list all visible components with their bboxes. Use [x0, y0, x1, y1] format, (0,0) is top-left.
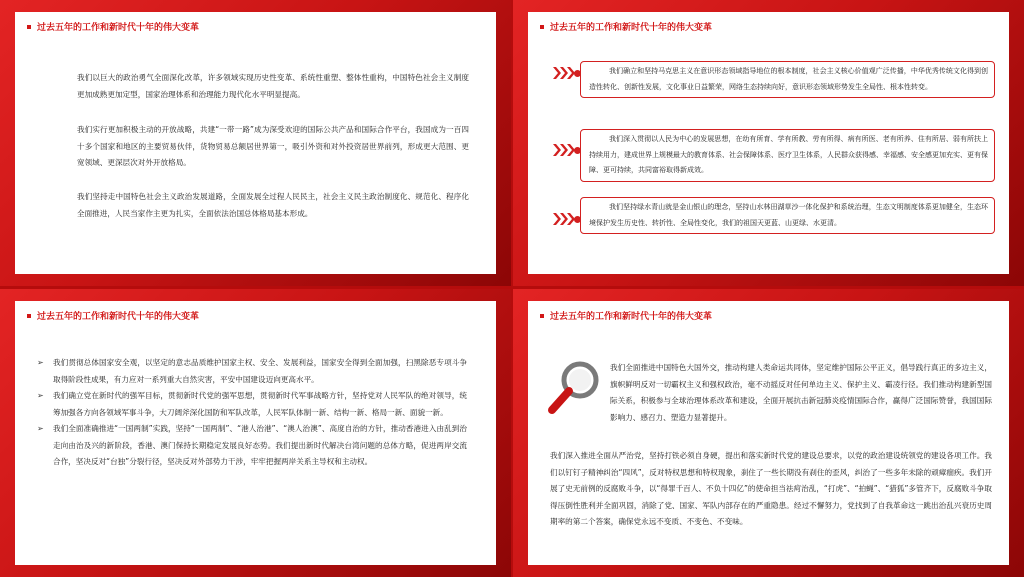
list-item: ➢ 我们贯彻总体国家安全观，以坚定的意志品质维护国家主权、安全、发展利益，国家安全得到全面加强，扫黑除恶专项斗争取得阶段性成果，有力应对一系列重大自然灾害，平安中国建设迈向更高水平。	[37, 355, 467, 388]
square-bullet-icon	[27, 25, 31, 29]
arrowhead-bullet-icon: ➢	[37, 391, 44, 400]
info-box: 我们确立和坚持马克思主义在意识形态领域指导地位的根本制度，社会主义核心价值观广泛传播，中华优秀传统文化得到创造性转化、创新性发展，文化事业日益繁荣，网络生态持续向好，意识形态领域形势发生全局性、根本性转变。	[580, 61, 995, 98]
info-box: 我们坚持绿水青山就是金山银山的理念，坚持山水林田湖草沙一体化保护和系统治理，生态文明制度体系更加健全，生态环境保护发生历史性、转折性、全局性变化，我们的祖国天更蓝、山更绿、水更清。	[580, 197, 995, 234]
slide-1-content	[15, 12, 496, 274]
slide-2-title	[540, 20, 712, 33]
square-bullet-icon	[540, 314, 544, 318]
triple-chevron-icon	[552, 66, 576, 80]
triple-chevron-icon	[552, 143, 576, 157]
list-item: ➢ 我们全面准确推进“一国两制”实践，坚持“一国两制”、“港人治港”、“澳人治澳”、高度自治的方针，推动香港进入由乱到治走向由治及兴的新阶段，香港、澳门保持长期稳定发展良好态势。我们提出新时代解决台湾问题的总体方略，促进两岸交流合作，坚决反对“台独”分裂行径，坚决反对外部势力干涉，牢牢把握两岸关系主导权和主动权。	[37, 421, 467, 471]
list-item: ➢ 我们确立党在新时代的强军目标，贯彻新时代党的强军思想，贯彻新时代军事战略方针，坚持党对人民军队的绝对领导，统筹加强各方向各领域军事斗争，大刀阔斧深化国防和军队改革，人民军队体制一新、结构一新、格局一新、面貌一新。	[37, 388, 467, 421]
square-bullet-icon	[540, 25, 544, 29]
slide-1-title-text: 过去五年的工作和新时代十年的伟大变革	[37, 23, 200, 33]
slide-4-body-paragraph: 我们深入推进全面从严治党，坚持打铁必须自身硬，提出和落实新时代党的建设总要求，以党的政治建设统领党的建设各项工作。我们以钉钉子精神纠治“四风”，反对特权思想和特权现象，刹住了一些长期没有刹住的歪风，纠治了一些多年未除的顽瘴痼疾。我们开展了史无前例的反腐败斗争，以“得罪千百人、不负十四亿”的使命担当祛疴治乱，“打虎”、“拍蝇”、“猎狐”多管齐下，反腐败斗争取得压倒性胜利并全面巩固，消除了党、国家、军队内部存在的严重隐患。经过不懈努力，党找到了自我革命这一跳出治乱兴衰历史周期率的第二个答案，确保党永远不变质、不变色、不变味。	[550, 451, 992, 526]
slide-1-paragraph: 我们实行更加积极主动的开放战略，共建“一带一路”成为深受欢迎的国际公共产品和国际合作平台，我国成为一百四十多个国家和地区的主要贸易伙伴，货物贸易总额居世界第一，吸引外资和对外投资居世界前列，形成更大范围、更宽领域、更深层次对外开放格局。	[77, 125, 469, 167]
slide-2	[513, 0, 1024, 286]
slide-4-content	[528, 301, 1009, 565]
slide-3	[0, 289, 511, 577]
bullet-list	[37, 355, 467, 471]
info-box: 我们深入贯彻以人民为中心的发展思想，在幼有所育、学有所教、劳有所得、病有所医、老有所养、住有所居、弱有所扶上持续用力，建成世界上规模最大的教育体系、社会保障体系、医疗卫生体系，人民群众获得感、幸福感、安全感更加充实、更有保障、更可持续，共同富裕取得新成效。	[580, 129, 995, 182]
slide-1	[0, 0, 511, 286]
arrowhead-bullet-icon: ➢	[37, 358, 44, 367]
slide-1-title	[27, 20, 199, 33]
slide-4-title-text: 过去五年的工作和新时代十年的伟大变革	[550, 312, 713, 322]
triple-chevron-icon	[552, 212, 576, 226]
slide-4-title	[540, 309, 712, 322]
slide-2-content	[528, 12, 1009, 274]
slide-4	[513, 289, 1024, 577]
slide-3-title-text: 过去五年的工作和新时代十年的伟大变革	[37, 312, 200, 322]
square-bullet-icon	[27, 314, 31, 318]
arrowhead-bullet-icon: ➢	[37, 424, 44, 433]
slide-2-title-text: 过去五年的工作和新时代十年的伟大变革	[550, 23, 713, 33]
slide-3-content	[15, 301, 496, 565]
magnifier-icon	[546, 358, 604, 420]
slide-4-lead-paragraph: 我们全面推进中国特色大国外交，推动构建人类命运共同体，坚定维护国际公平正义，倡导践行真正的多边主义，旗帜鲜明反对一切霸权主义和强权政治，毫不动摇反对任何单边主义、保护主义、霸凌行径。我们推动构建新型国际关系，积极参与全球治理体系改革和建设，全面开展抗击新冠肺炎疫情国际合作，赢得广泛国际赞誉，我国国际影响力、感召力、塑造力显著提升。	[610, 363, 992, 422]
slide-3-title	[27, 309, 199, 322]
slide-1-paragraph: 我们以巨大的政治勇气全面深化改革，许多领域实现历史性变革、系统性重塑、整体性重构，中国特色社会主义制度更加成熟更加定型，国家治理体系和治理能力现代化水平明显提高。	[77, 73, 469, 99]
slide-1-paragraph: 我们坚持走中国特色社会主义政治发展道路，全面发展全过程人民民主，社会主义民主政治制度化、规范化、程序化全面推进，人民当家作主更为扎实，全面依法治国总体格局基本形成。	[77, 192, 469, 218]
